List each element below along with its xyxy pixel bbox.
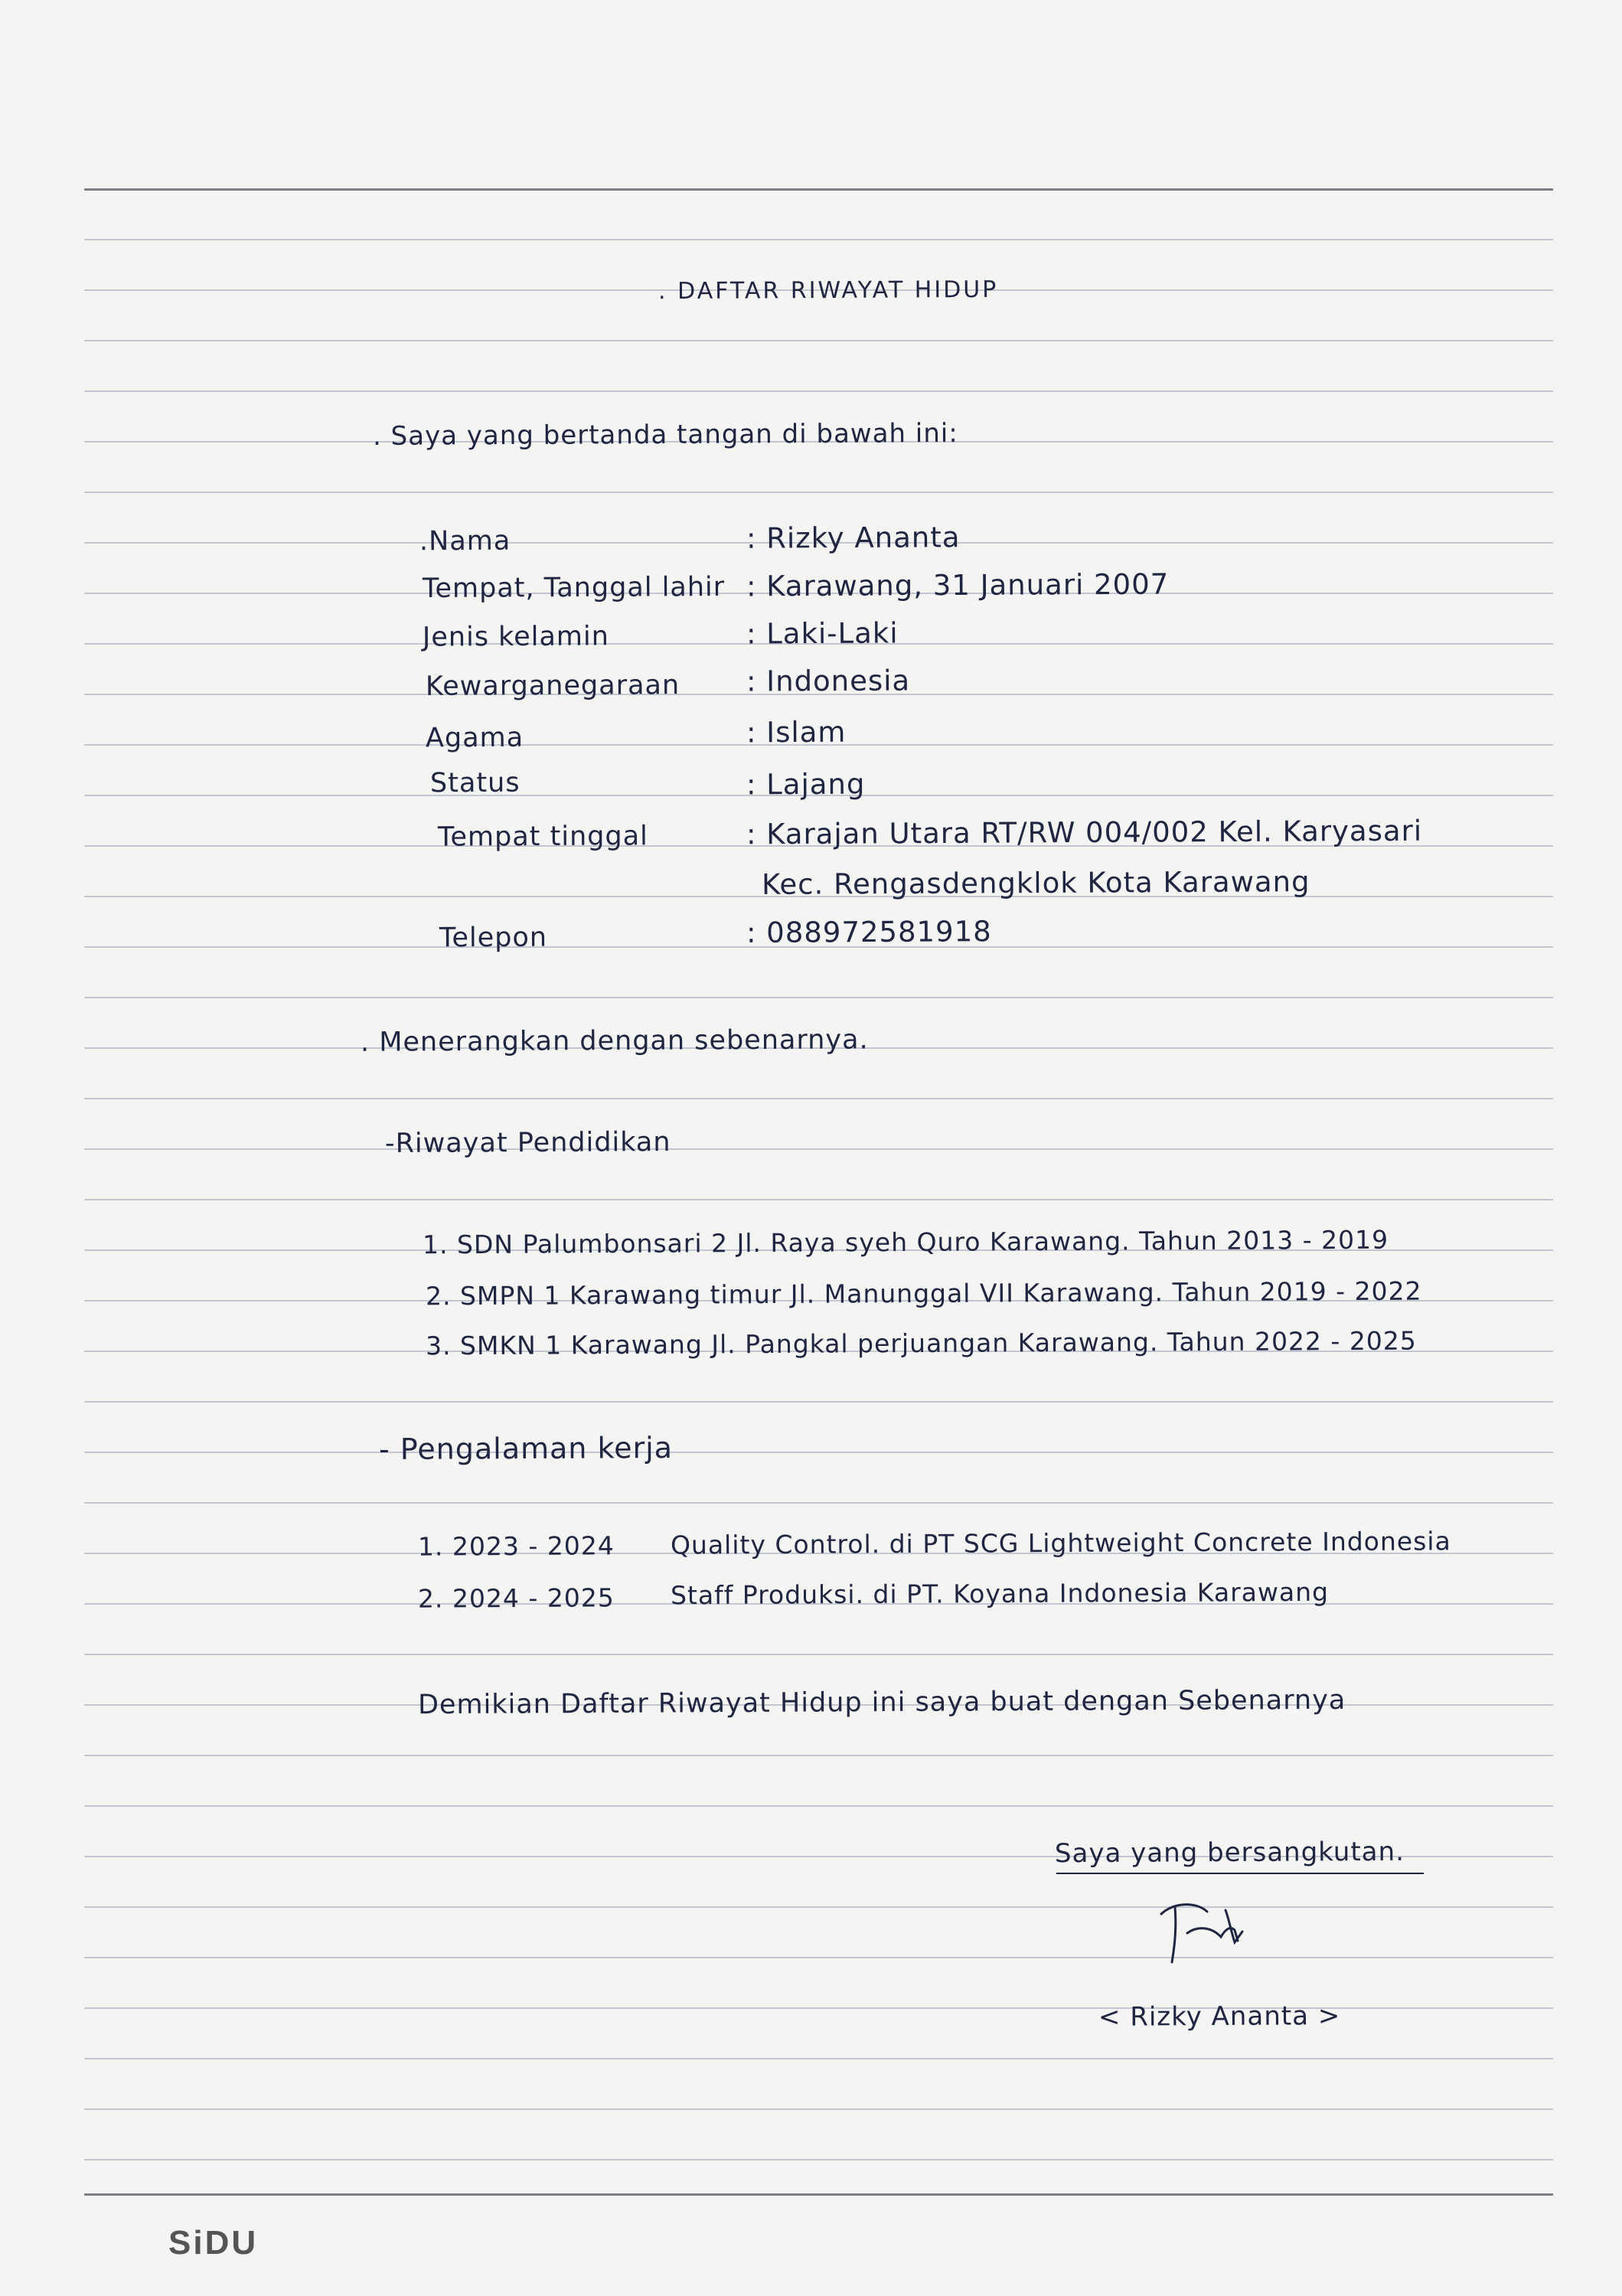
field-value-residence: : Karajan Utara RT/RW 004/002 Kel. Karyasari <box>746 814 1423 851</box>
ruled-line <box>84 1199 1553 1200</box>
education-heading: -Riwayat Pendidikan <box>384 1127 671 1159</box>
experience-period: 2. 2024 - 2025 <box>417 1582 615 1614</box>
education-item: 2. SMPN 1 Karawang timur Jl. Manunggal VII Karawang. Tahun 2019 - 2022 <box>425 1275 1422 1311</box>
field-value-name: : Rizky Ananta <box>746 521 961 555</box>
field-label-gender: Jenis kelamin <box>422 621 609 653</box>
statement-text: . Menerangkan dengan sebenarnya. <box>360 1024 869 1058</box>
field-label-residence: Tempat tinggal <box>437 821 648 853</box>
closing-text: Demikian Daftar Riwayat Hidup ini saya buat dengan Sebenarnya <box>417 1684 1346 1721</box>
experience-desc: Staff Produksi. di PT. Koyana Indonesia Karawang <box>670 1576 1330 1611</box>
ruled-line <box>84 1098 1553 1099</box>
signature-label: Saya yang bersangkutan. <box>1054 1836 1405 1870</box>
ruled-line <box>84 340 1553 341</box>
field-value-birth: : Karawang, 31 Januari 2007 <box>746 567 1170 603</box>
education-item: 1. SDN Palumbonsari 2 Jl. Raya syeh Quro Karawang. Tahun 2013 - 2019 <box>422 1224 1389 1260</box>
field-label-religion: Agama <box>425 722 524 754</box>
ruled-line <box>84 1957 1553 1958</box>
field-value-religion: : Islam <box>746 715 847 750</box>
ruled-line <box>84 1805 1553 1807</box>
ruled-line <box>84 1148 1553 1150</box>
field-value-phone: : 088972581918 <box>746 915 992 949</box>
notebook-brand-logo: SiDU <box>168 2224 259 2262</box>
ruled-line <box>84 997 1553 998</box>
ruled-line <box>84 1755 1553 1756</box>
education-item: 3. SMKN 1 Karawang Jl. Pangkal perjuangan Karawang. Tahun 2022 - 2025 <box>425 1325 1417 1361</box>
field-label-birth: Tempat, Tanggal lahir <box>422 571 726 605</box>
ruled-line <box>84 390 1553 392</box>
experience-desc: Quality Control. di PT SCG Lightweight Concrete Indonesia <box>670 1526 1451 1560</box>
ruled-line <box>84 1401 1553 1403</box>
experience-heading: - Pengalaman kerja <box>378 1430 674 1467</box>
field-value-gender: : Laki-Laki <box>746 616 899 651</box>
field-label-phone: Telepon <box>439 922 548 954</box>
ruled-line <box>84 492 1553 493</box>
ruled-line <box>84 2108 1553 2110</box>
ruled-line <box>84 2159 1553 2160</box>
field-label-status: Status <box>429 767 521 799</box>
ruled-line <box>84 188 1553 191</box>
ruled-line <box>84 2193 1553 2196</box>
ruled-line <box>84 2058 1553 2059</box>
ruled-line <box>84 1654 1553 1655</box>
ruled-line <box>84 1502 1553 1504</box>
field-label-citizenship: Kewarganegaraan <box>425 670 680 702</box>
document-title: . DAFTAR RIWAYAT HIDUP <box>658 276 999 305</box>
field-value-residence-line2: Kec. Rengasdengklok Kota Karawang <box>761 865 1310 901</box>
ruled-line <box>84 239 1553 240</box>
field-value-citizenship: : Indonesia <box>746 664 911 698</box>
experience-period: 1. 2023 - 2024 <box>417 1530 615 1562</box>
signature-label-underline <box>1056 1873 1424 1874</box>
handwritten-signature <box>1152 1895 1252 1971</box>
signature-name: < Rizky Ananta > <box>1098 2000 1341 2033</box>
ruled-line <box>84 1452 1553 1453</box>
intro-text: . Saya yang bertanda tangan di bawah ini: <box>372 417 958 452</box>
ruled-line <box>84 1906 1553 1908</box>
field-value-status: : Lajang <box>746 767 866 802</box>
field-label-name: .Nama <box>419 525 511 557</box>
